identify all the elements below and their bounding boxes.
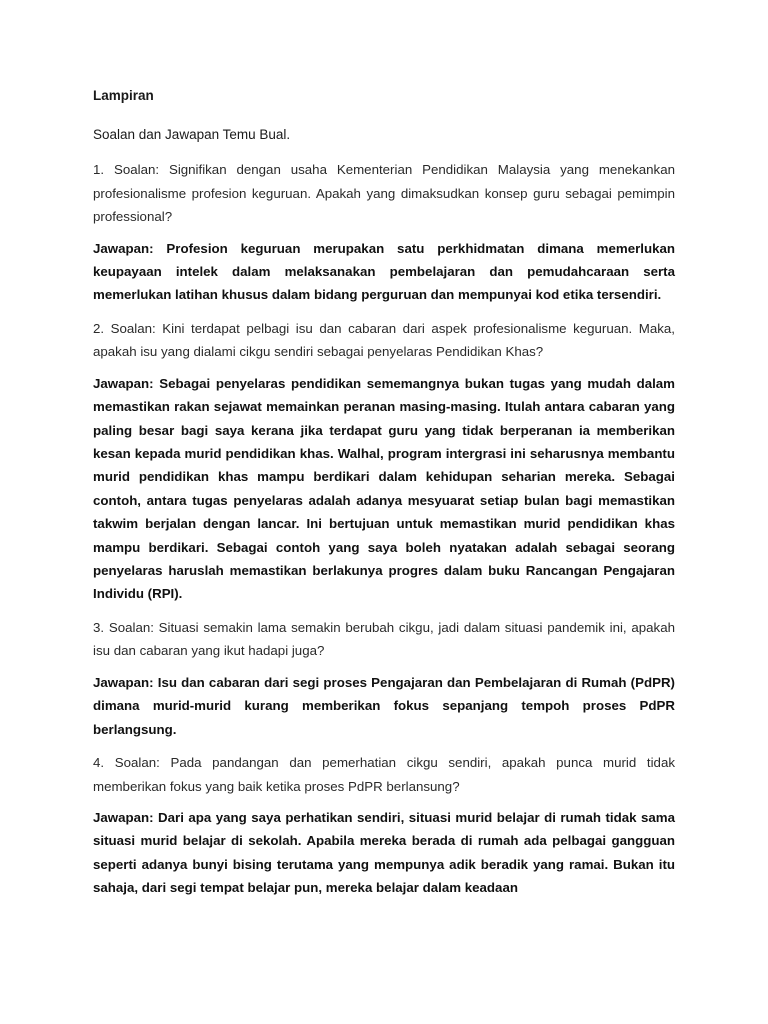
document-page	[93, 84, 675, 910]
answer-3: Jawapan: Isu dan cabaran dari segi proses Pengajaran dan Pembelajaran di Rumah (PdPR) dimana murid-murid kurang memberikan fokus sepanjang tempoh proses PdPR berlangsung.	[93, 674, 675, 737]
question-4: 4. Soalan: Pada pandangan dan pemerhatian cikgu sendiri, apakah punca murid tidak memberikan fokus yang baik ketika proses PdPR berlansung?	[93, 755, 675, 794]
answer-2: Jawapan: Sebagai penyelaras pendidikan sememangnya bukan tugas yang mudah dalam memastikan rakan sejawat memainkan peranan masing-masing. Itulah antara cabaran yang paling besar bagi saya kerana jika terdapat guru yang tidak berperanan ia memberikan kesan kepada murid pendidikan khas. Walhal, program intergrasi ini seharusnya membantu murid pendidikan khas mampu berdikari dalam kehidupan seharian mereka. Sebagai contoh, antara tugas penyelaras adalah adanya mesyuarat setiap bulan bagi memastikan takwim berjalan dengan lancar. Ini bertujuan untuk memastikan murid pendidikan khas mampu berdikari. Sebagai contoh yang saya boleh nyatakan adalah sebagai seorang penyelaras haruslah memastikan berlakunya progres dalam buku Rancangan Pengajaran Individu (RPI).	[93, 375, 675, 602]
question-2: 2. Soalan: Kini terdapat pelbagi isu dan cabaran dari aspek profesionalisme keguruan. Maka, apakah isu yang dialami cikgu sendiri sebagai penyelaras Pendidikan Khas?	[93, 320, 675, 360]
question-1: 1. Soalan: Signifikan dengan usaha Kementerian Pendidikan Malaysia yang menekankan profesionalisme profesion keguruan. Apakah yang dimaksudkan konsep guru sebagai pemimpin professional?	[93, 162, 675, 224]
document-title: Lampiran	[93, 88, 154, 103]
document-intro: Soalan dan Jawapan Temu Bual.	[93, 127, 291, 142]
question-3: 3. Soalan: Situasi semakin lama semakin berubah cikgu, jadi dalam situasi pandemik ini, apakah isu dan cabaran yang ikut hadapi juga?	[93, 619, 675, 659]
answer-1: Jawapan: Profesion keguruan merupakan satu perkhidmatan dimana memerlukan keupayaan intelek dalam melaksanakan pembelajaran dan pemudahcaraan serta memerlukan latihan khusus dalam bidang perguruan dan mempunyai kod etika tersendiri.	[93, 240, 675, 303]
answer-4: Jawapan: Dari apa yang saya perhatikan sendiri, situasi murid belajar di rumah tidak sama situasi murid belajar di sekolah. Apabila mereka berada di rumah ada pelbagai gangguan seperti adanya bunyi bising terutama yang mempunya adik beradik yang ramai. Bukan itu sahaja, dari segi tempat belajar pun, mereka belajar dalam keadaan	[93, 810, 675, 896]
